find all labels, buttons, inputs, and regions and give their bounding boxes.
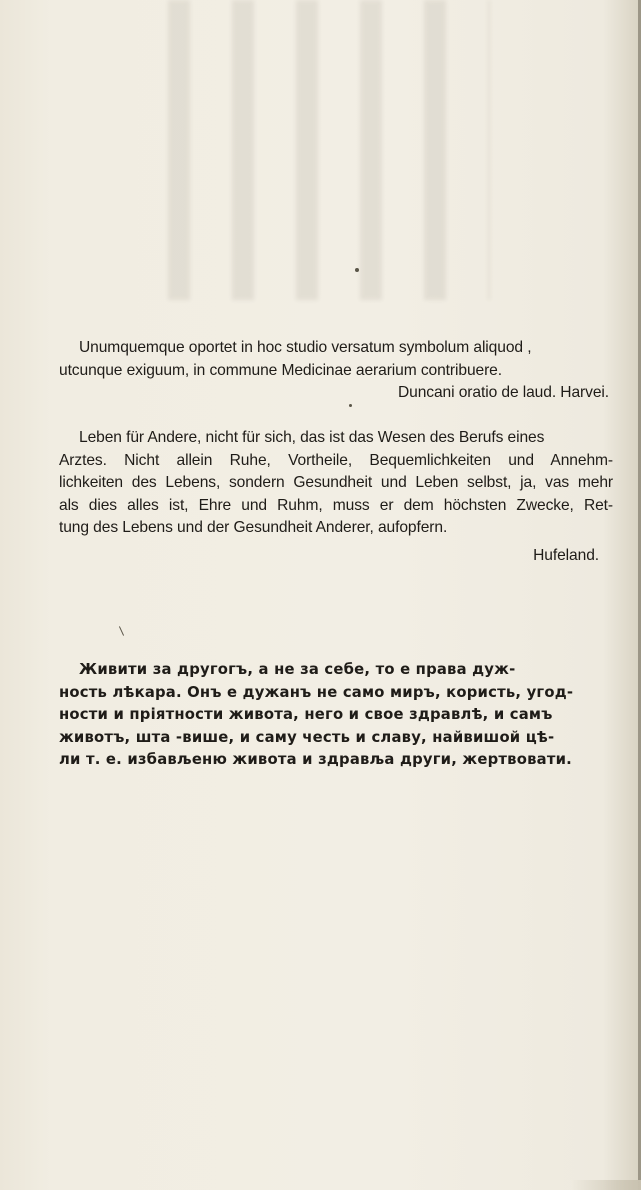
epigraph-serbian-line: ности и пріятности живота, него и свое здравлѣ, и самъ (59, 706, 553, 723)
page-corner-shadow (571, 1180, 641, 1190)
epigraph-german-line: tung des Lebens und der Gesundheit Anderer, aufopfern. (59, 519, 448, 536)
epigraph-latin-line: Unumquemque oportet in hoc studio versatum symbolum aliquod , (79, 339, 532, 356)
show-through-text (150, 0, 490, 300)
epigraph-german-line: Leben für Andere, nicht für sich, das ist das Wesen des Berufs eines (79, 429, 545, 446)
epigraph-latin-attribution: Duncani oratio de laud. Harvei. (397, 384, 609, 401)
epigraph-serbian-line: ли т. е. избављеню живота и здравља други, жертвовати. (59, 751, 572, 768)
ink-speck (355, 268, 359, 272)
epigraph-serbian (59, 659, 613, 772)
epigraph-latin-line: utcunque exiguum, in commune Medicinae aerarium contribuere. (59, 361, 502, 379)
epigraph-german-line: als dies alles ist, Ehre und Ruhm, muss er dem höchsten Zwecke, Ret- (59, 496, 613, 514)
epigraph-german-attribution: Hufeland. (533, 546, 599, 564)
epigraph-german (59, 427, 613, 567)
ink-mark (119, 626, 124, 635)
epigraph-serbian-line: животъ, шта -више, и саму честь и славу, найвишой цѣ- (59, 728, 555, 746)
epigraph-latin (59, 337, 613, 405)
epigraph-german-line: lichkeiten des Lebens, sondern Gesundheit und Leben selbst, ja, vas mehr (59, 474, 613, 491)
epigraph-german-line: Arztes. Nicht allein Ruhe, Vortheile, Bequemlichkeiten und Annehm- (59, 451, 613, 469)
epigraph-serbian-line: Живити за другогъ, а не за себе, то е права дуж- (79, 661, 516, 678)
epigraph-serbian-line: ность лѣкара. Онъ е дужанъ не само миръ, користь, угод- (59, 683, 574, 701)
